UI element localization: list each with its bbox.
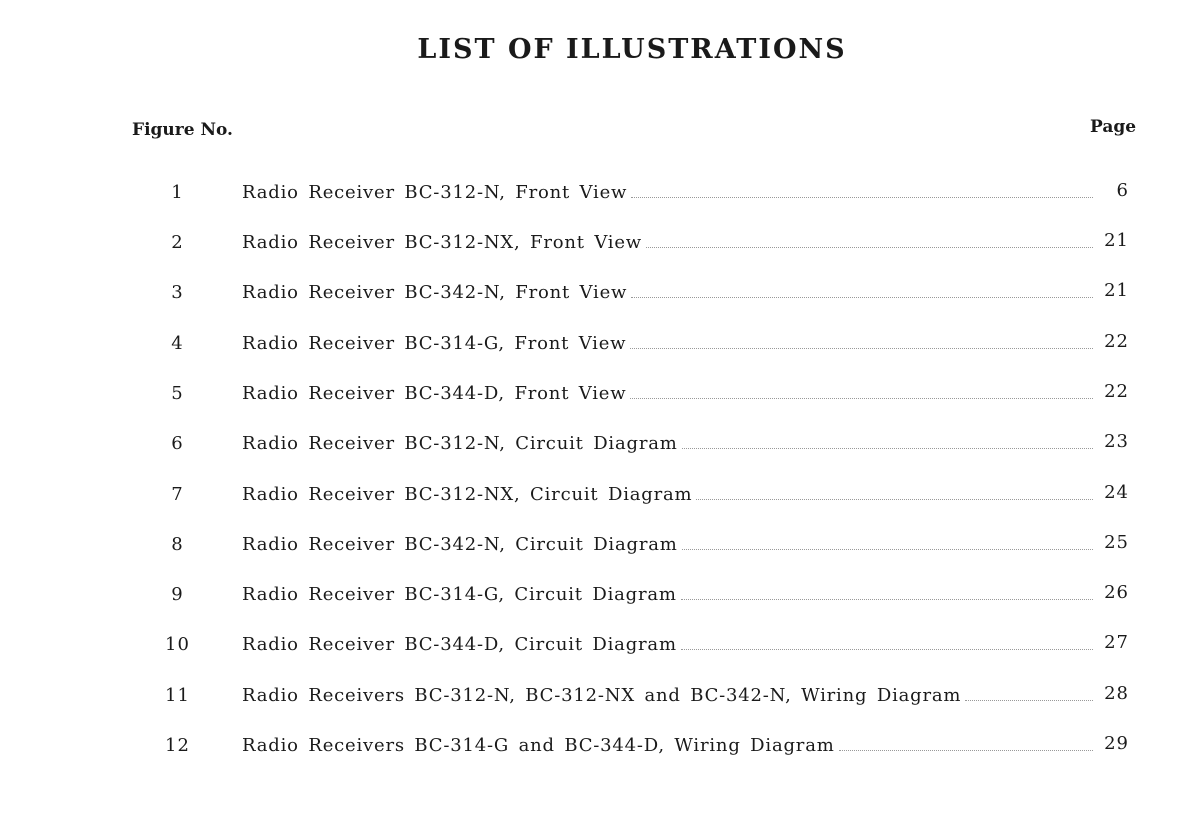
figure-title: Radio Receiver BC-342-N, Circuit Diagram (242, 534, 678, 555)
figure-title: Radio Receiver BC-342-N, Front View (242, 282, 628, 303)
page-number: 26 (1104, 582, 1129, 603)
figure-number: 8 (171, 534, 184, 555)
dot-leader (631, 296, 1093, 298)
figure-number: 11 (165, 685, 190, 706)
list-item (0, 379, 1184, 413)
page-title: LIST OF ILLUSTRATIONS (417, 34, 847, 65)
page-number: 22 (1104, 381, 1129, 402)
list-item (0, 278, 1184, 312)
dot-leader (696, 498, 1093, 500)
figure-number: 12 (165, 735, 190, 756)
figure-number: 4 (171, 333, 184, 354)
list-item (0, 731, 1184, 765)
figure-title: Radio Receivers BC-312-N, BC-312-NX and BC-342-N, Wiring Diagram (242, 685, 962, 706)
page-number: 22 (1104, 331, 1129, 352)
dot-leader (681, 598, 1093, 600)
list-item (0, 480, 1184, 514)
page-header: Page (1090, 117, 1137, 137)
dot-leader (965, 699, 1093, 701)
dot-leader (631, 196, 1093, 198)
list-item (0, 630, 1184, 664)
figure-number: 5 (171, 383, 184, 404)
list-item (0, 429, 1184, 463)
figure-title: Radio Receiver BC-312-NX, Front View (242, 232, 643, 253)
figure-number: 10 (165, 634, 190, 655)
dot-leader (630, 347, 1093, 349)
figure-title: Radio Receiver BC-312-N, Circuit Diagram (242, 433, 678, 454)
list-item (0, 329, 1184, 363)
figure-number: 6 (171, 433, 184, 454)
list-item (0, 228, 1184, 262)
dot-leader (839, 749, 1093, 751)
page-number: 21 (1104, 230, 1129, 251)
dot-leader (682, 548, 1093, 550)
page-number: 24 (1104, 482, 1129, 503)
list-item (0, 178, 1184, 212)
figure-number: 3 (171, 282, 184, 303)
figure-title: Radio Receiver BC-344-D, Front View (242, 383, 627, 404)
figure-number: 7 (171, 484, 184, 505)
dot-leader (630, 397, 1093, 399)
figure-title: Radio Receiver BC-344-D, Circuit Diagram (242, 634, 677, 655)
page-number: 6 (1116, 180, 1129, 201)
list-item (0, 530, 1184, 564)
figure-number: 2 (171, 232, 184, 253)
figure-title: Radio Receivers BC-314-G and BC-344-D, Wiring Diagram (242, 735, 835, 756)
dot-leader (682, 447, 1093, 449)
figure-number-header: Figure No. (132, 120, 233, 140)
figure-title: Radio Receiver BC-314-G, Front View (242, 333, 627, 354)
figure-title: Radio Receiver BC-312-NX, Circuit Diagram (242, 484, 693, 505)
page-number: 23 (1104, 431, 1129, 452)
page-number: 27 (1104, 632, 1129, 653)
figure-title: Radio Receiver BC-312-N, Front View (242, 182, 628, 203)
figure-number: 1 (171, 182, 184, 203)
page-number: 28 (1104, 683, 1129, 704)
page-number: 21 (1104, 280, 1129, 301)
dot-leader (646, 246, 1093, 248)
list-item (0, 580, 1184, 614)
dot-leader (681, 648, 1093, 650)
list-item (0, 681, 1184, 715)
page-number: 29 (1104, 733, 1129, 754)
figure-number: 9 (171, 584, 184, 605)
figure-title: Radio Receiver BC-314-G, Circuit Diagram (242, 584, 677, 605)
page-number: 25 (1104, 532, 1129, 553)
